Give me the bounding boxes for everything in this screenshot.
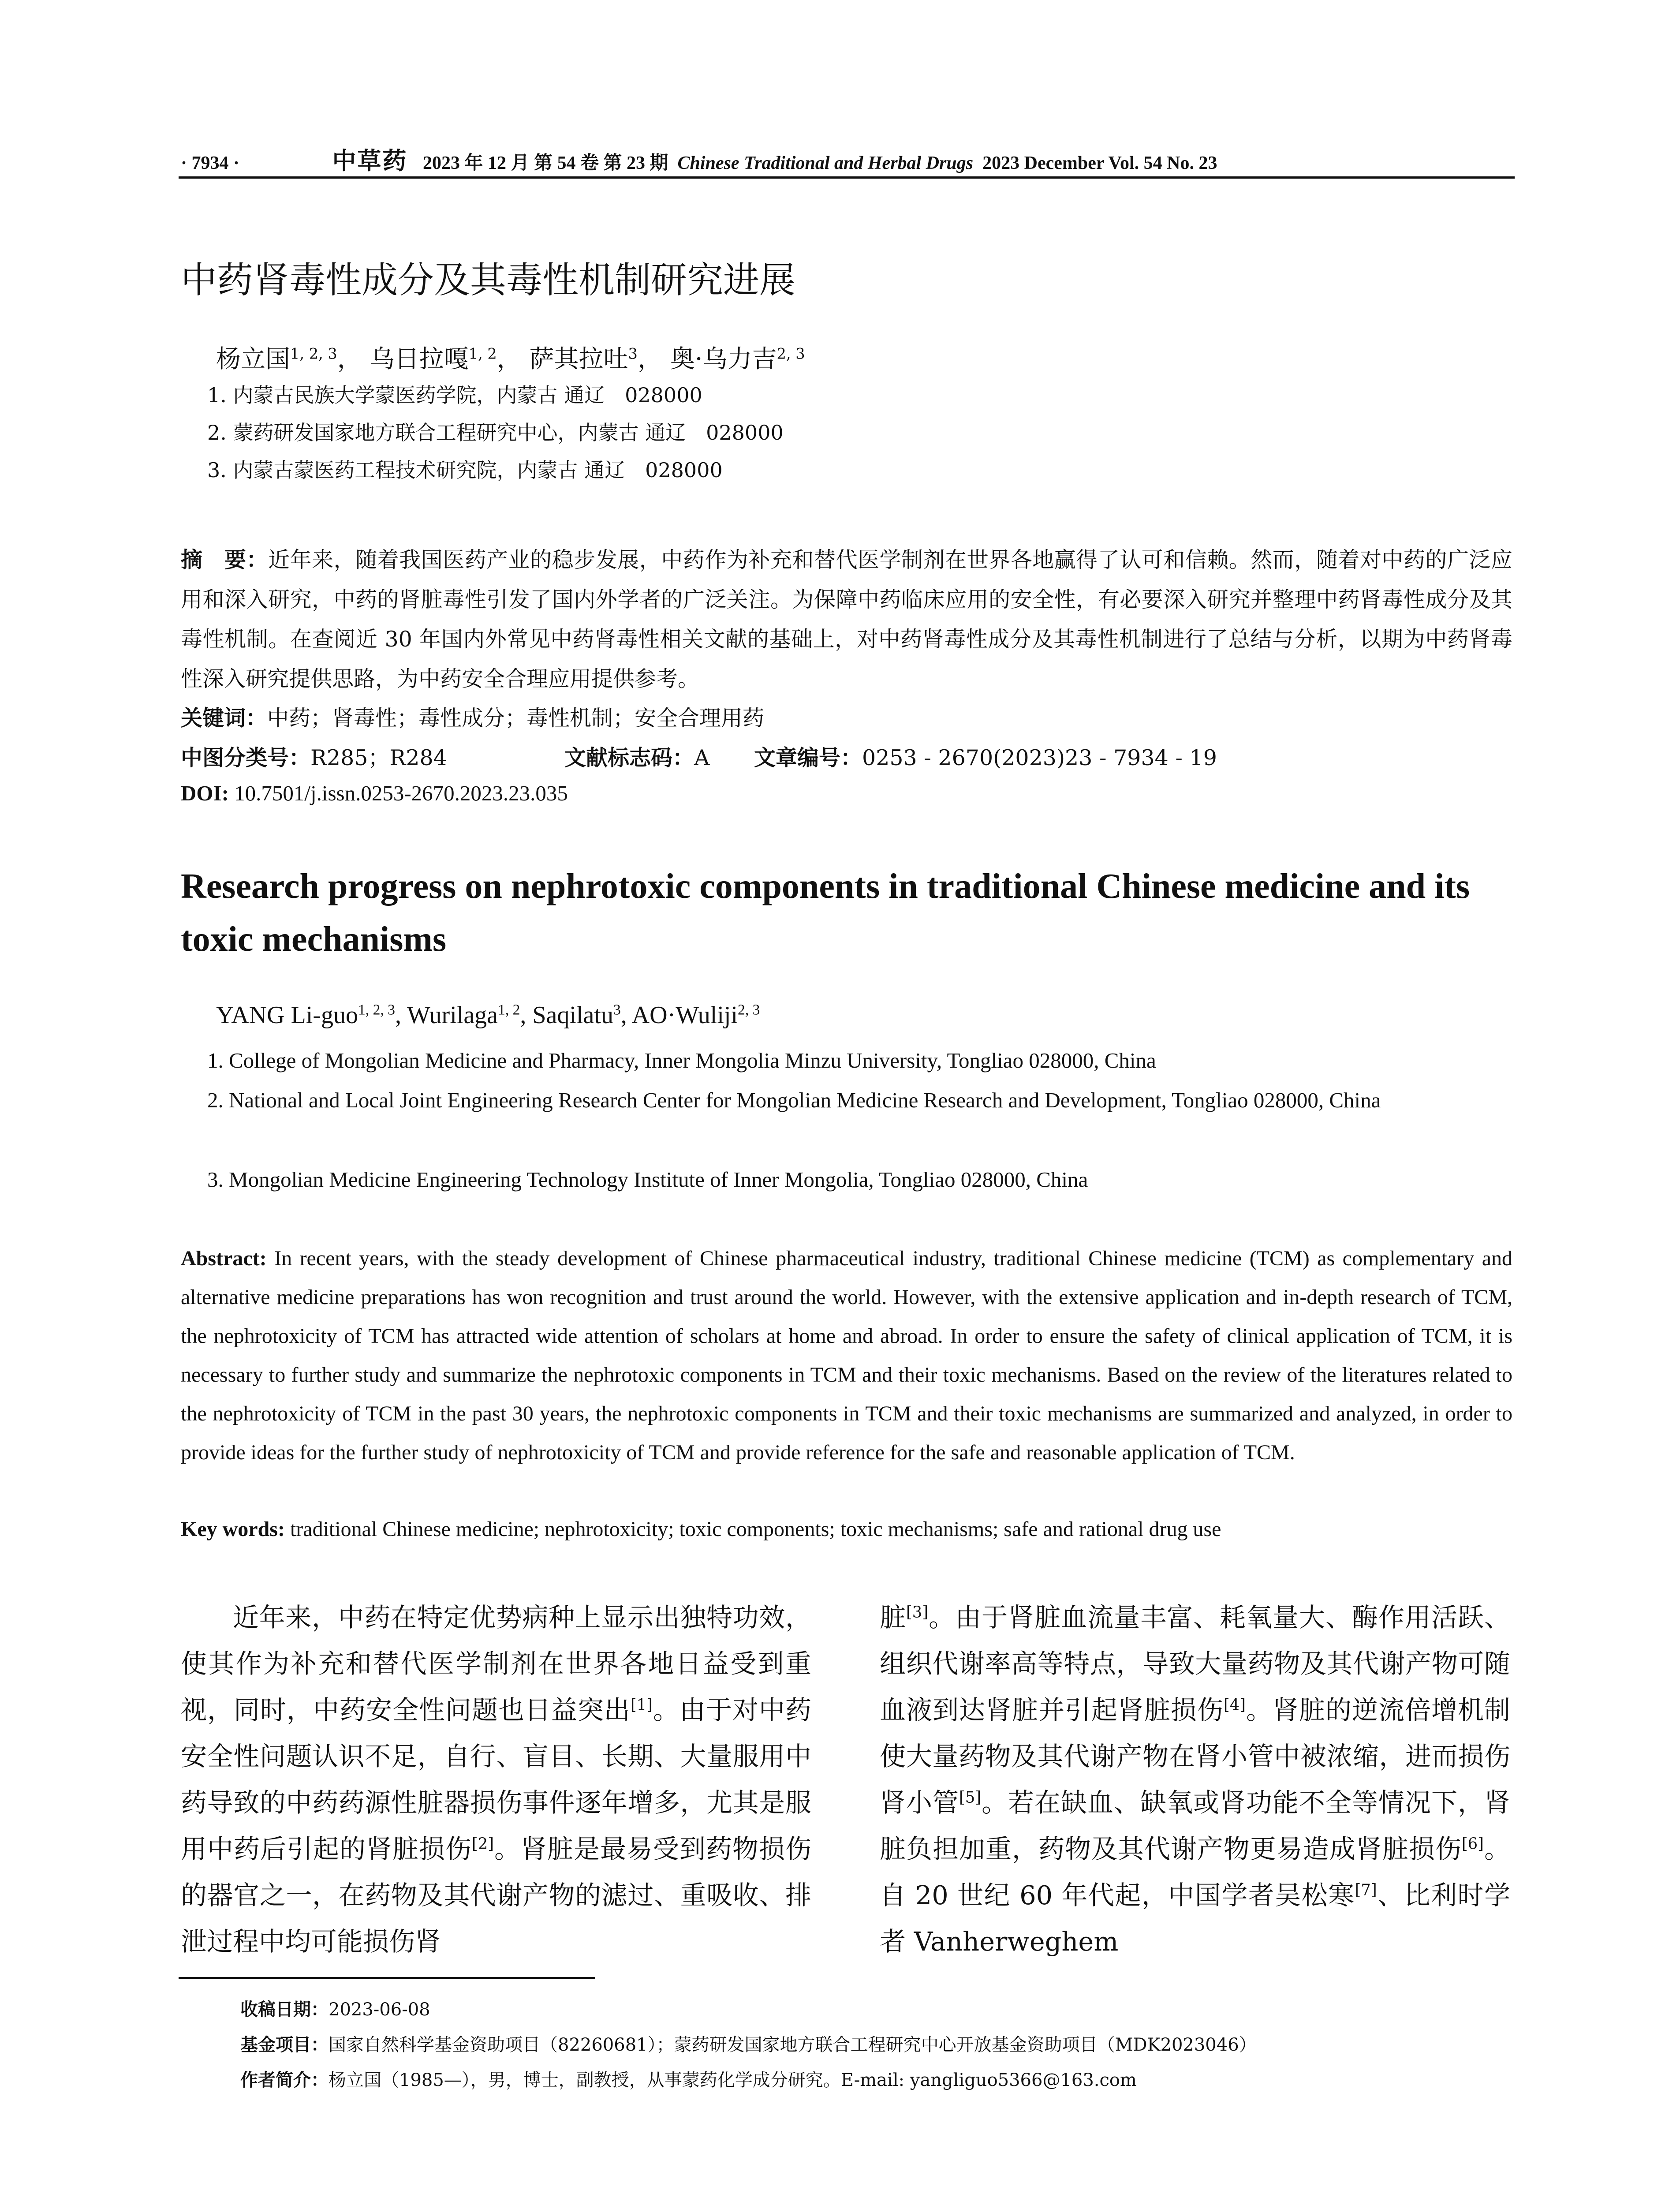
clc-label: 中图分类号： — [181, 745, 311, 770]
abstract-en-label: Abstract: — [181, 1247, 267, 1270]
author-sup: 1, 2, 3 — [358, 1002, 395, 1018]
author-sup: 2, 3 — [738, 1002, 760, 1018]
body-text: 脏 — [880, 1602, 906, 1633]
body-text: 。由于对中药安全性问题认识不足，自行、盲目、长期、大量服用中药导致的中药药源性脏器损伤事件逐年增多，尤其是服用中药后引起的肾脏损伤 — [181, 1695, 811, 1864]
footnote-text: 2023-06-08 — [329, 1999, 430, 2020]
title-en: Research progress on nephrotoxic components in traditional Chinese medicine and its toxic mechanisms — [181, 867, 1470, 959]
doc-code-value: A — [694, 745, 710, 770]
affiliation-cn: 1. 内蒙古民族大学蒙医药学院，内蒙古 通辽 028000 — [207, 383, 702, 407]
footnote-author — [240, 2066, 1137, 2091]
title-cn: 中药肾毒性成分及其毒性机制研究进展 — [181, 259, 796, 301]
body-text: 。由于肾脏血流量丰富、耗氧量大、酶作用活跃、组织代谢率高等特点，导致大量药物及其代谢产物可随血液到达肾脏并引起肾脏损伤 — [880, 1602, 1510, 1725]
footnote-label: 基金项目： — [240, 2035, 329, 2055]
author-name: YANG Li-guo — [216, 1002, 358, 1029]
article-no-label: 文章编号： — [754, 745, 862, 770]
footnote-text: 杨立国（1985—），男，博士，副教授，从事蒙药化学成分研究。E-mail: yangliguo5366@163.com — [329, 2070, 1137, 2090]
keywords-cn — [181, 701, 764, 732]
clc-value: R285；R284 — [310, 745, 447, 770]
issue-en: 2023 December Vol. 54 No. 23 — [982, 153, 1217, 173]
body-column-left — [181, 1594, 811, 1965]
author-sup: 3 — [613, 1002, 621, 1018]
body-text: 。若在缺血、缺氧或肾功能不全等情况下，肾脏负担加重，药物及其代谢产物更易造成肾脏损伤 — [880, 1787, 1510, 1864]
author-sup: 1, 2, 3 — [290, 345, 337, 363]
footnote-rule — [179, 1977, 595, 1979]
citation[interactable]: [5] — [959, 1788, 982, 1807]
abstract-cn — [181, 540, 1512, 699]
footnote-label: 作者简介： — [240, 2070, 329, 2090]
author-name: AO·Wuliji — [631, 1002, 738, 1029]
header-rule — [179, 176, 1515, 179]
author-sup: 2, 3 — [777, 345, 805, 363]
abstract-cn-label: 摘 要： — [181, 547, 269, 572]
article-no-value: 0253 - 2670(2023)23 - 7934 - 19 — [862, 745, 1217, 770]
affiliation-en: 1. College of Mongolian Medicine and Pharmacy, Inner Mongolia Minzu University, Tongliao 028000, China — [207, 1048, 1156, 1073]
keywords-cn-label: 关键词： — [181, 706, 268, 731]
classification-line — [181, 741, 1512, 772]
footnote-fund — [240, 2031, 1257, 2056]
abstract-en-text: In recent years, with the steady development of Chinese pharmaceutical industry, traditional Chinese medicine (TCM) as complementary and alternative medicine preparations has won recognition and trust around the world. However, with the extensive application and in-depth research of TCM, the nephrotoxicity of TCM has attracted wide attention of scholars at home and abroad. In order to ensure the safety of clinical application of TCM, it is necessary to further study and summarize the nephrotoxic components in TCM and their toxic mechanisms. Based on the review of the literatures related to the nephrotoxicity of TCM in the past 30 years, the nephrotoxic components in TCM and their toxic mechanisms are summarized and analyzed, in order to provide ideas for the further study of nephrotoxicity of TCM and provide reference for the safe and reasonable application of TCM. — [181, 1247, 1512, 1464]
body-text: 。自 20 世纪 60 年代起，中国学者吴松寒 — [880, 1834, 1510, 1910]
affiliation-en — [207, 1080, 1521, 1120]
citation[interactable]: [7] — [1355, 1881, 1377, 1899]
keywords-cn-text: 中药；肾毒性；毒性成分；毒性机制；安全合理用药 — [267, 706, 765, 731]
page-number: · 7934 · — [181, 153, 240, 173]
body-column-right — [880, 1594, 1510, 1965]
citation[interactable]: [3] — [906, 1603, 929, 1622]
abstract-en — [181, 1239, 1512, 1472]
body-text: 。肾脏是最易受到药物损伤的器官之一，在药物及其代谢产物的滤过、重吸收、排泄过程中均可能损伤肾 — [181, 1834, 811, 1957]
body-text: 、比利时学者 Vanherweghem — [880, 1880, 1510, 1957]
journal-logo: 中草药 — [332, 148, 408, 174]
author-name: Saqilatu — [532, 1002, 613, 1029]
author-name: Wurilaga — [407, 1002, 498, 1029]
author-name: 奥·乌力吉 — [670, 345, 777, 374]
doi — [181, 781, 568, 806]
journal-name-en: Chinese Traditional and Herbal Drugs — [677, 153, 974, 173]
doi-label: DOI: — [181, 781, 229, 805]
keywords-en-label: Key words: — [181, 1517, 285, 1541]
citation[interactable]: [6] — [1461, 1835, 1484, 1853]
author-sup: 1, 2 — [468, 345, 497, 363]
citation[interactable]: [2] — [471, 1835, 494, 1853]
author-name: 杨立国 — [216, 345, 290, 374]
affiliation-en: 3. Mongolian Medicine Engineering Technology Institute of Inner Mongolia, Tongliao 028000, China — [207, 1167, 1088, 1192]
affiliation-cn: 2. 蒙药研发国家地方联合工程研究中心，内蒙古 通辽 028000 — [207, 421, 784, 445]
citation[interactable]: [1] — [630, 1696, 653, 1714]
footnote-text: 国家自然科学基金资助项目（82260681）；蒙药研发国家地方联合工程研究中心开放基金资助项目（MDK2023046） — [329, 2035, 1257, 2055]
author-sup: 1, 2 — [498, 1002, 520, 1018]
affiliation-cn: 3. 内蒙古蒙医药工程技术研究院，内蒙古 通辽 028000 — [207, 458, 723, 482]
abstract-cn-text: 近年来，随着我国医药产业的稳步发展，中药作为补充和替代医学制剂在世界各地赢得了认可和信赖。然而，随着对中药的广泛应用和深入研究，中药的肾脏毒性引发了国内外学者的广泛关注。为保障中药临床应用的安全性，有必要深入研究并整理中药肾毒性成分及其毒性机制。在查阅近 30 年国内外常见中药肾毒性相关文献的基础上，对中药肾毒性成分及其毒性机制进行了总结与分析，以期为中药肾毒性深入研究提供思路，为中药安全合理应用提供参考。 — [181, 547, 1512, 691]
authors-en: YANG Li-guo$^{1, 2, 3}$, Wurilaga$^{1, 2}$, Saqilatu$^3$, AO·Wuliji$^{2, 3}$ — [216, 1002, 760, 1029]
citation[interactable]: [4] — [1223, 1696, 1246, 1714]
doc-code-label: 文献标志码： — [564, 745, 694, 770]
keywords-en — [181, 1517, 1221, 1541]
footnote-received — [240, 1996, 430, 2021]
affiliation-en-text: 2. National and Local Joint Engineering Research Center for Mongolian Medicine Research and Development, Tongliao 028000, China — [207, 1088, 1381, 1112]
body-text: 近年来，中药在特定优势病种上显示出独特功效，使其作为补充和替代医学制剂在世界各地日益受到重视，同时，中药安全性问题也日益突出 — [181, 1602, 811, 1725]
doi-value[interactable]: 10.7501/j.issn.0253-2670.2023.23.035 — [234, 781, 568, 805]
footnote-label: 收稿日期： — [240, 1999, 329, 2020]
issue-cn: 2023 年 12 月 第 54 卷 第 23 期 — [423, 153, 668, 173]
body-text: 。肾脏的逆流倍增机制使大量药物及其代谢产物在肾小管中被浓缩，进而损伤肾小管 — [880, 1695, 1510, 1818]
authors-cn: 杨立国$^{1, 2, 3}$， 乌日拉嘎$^{1, 2}$， 萨其拉吐$^3$， 奥·乌力吉$^{2, 3}$ — [216, 345, 805, 374]
running-header — [181, 142, 1512, 177]
author-name: 萨其拉吐 — [529, 345, 628, 374]
author-name: 乌日拉嘎 — [370, 345, 469, 374]
keywords-en-text: traditional Chinese medicine; nephrotoxicity; toxic components; toxic mechanisms; safe and rational drug use — [290, 1517, 1221, 1541]
author-sup: 3 — [628, 345, 638, 363]
